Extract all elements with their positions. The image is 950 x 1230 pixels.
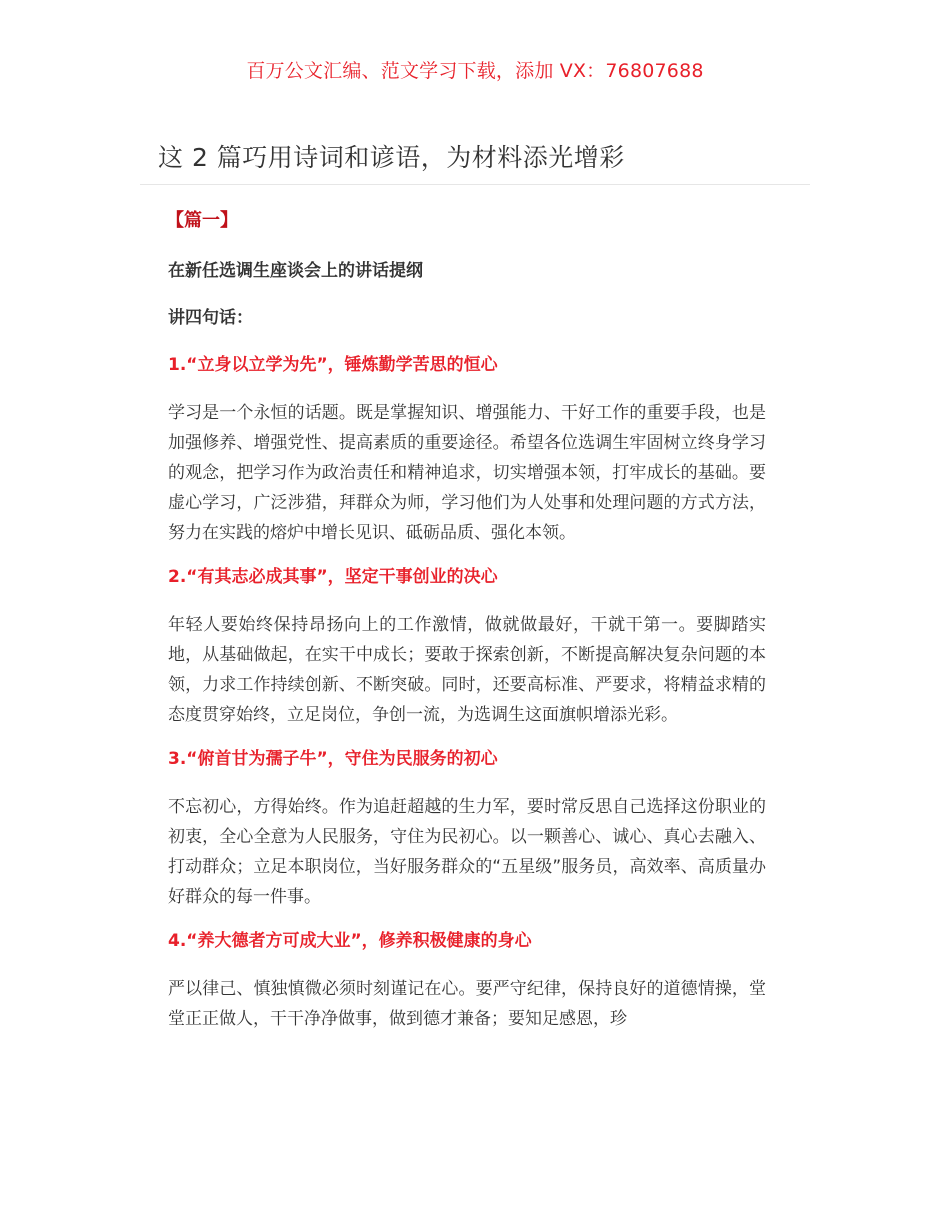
title-divider — [140, 184, 810, 185]
section-paragraph: 学习是一个永恒的话题。既是掌握知识、增强能力、干好工作的重要手段，也是加强修养、增强党性、提高素质的重要途径。希望各位选调生牢固树立终身学习的观念，把学习作为政治责任和精神追求，切实增强本领，打牢成长的基础。要虚心学习，广泛涉猎，拜群众为师，学习他们为人处事和处理问题的方式方法，努力在实践的熔炉中增长见识、砥砺品质、强化本领。 — [168, 403, 766, 543]
section-paragraph: 严以律己、慎独慎微必须时刻谨记在心。要严守纪律，保持良好的道德情操，堂堂正正做人，干干净净做事，做到德才兼备；要知足感恩，珍 — [168, 979, 766, 1029]
section-heading: 1.“立身以立学为先”，锤炼勤学苦思的恒心 — [168, 355, 498, 375]
speech-subtitle: 在新任选调生座谈会上的讲话提纲 — [168, 261, 423, 281]
section-heading: 4.“养大德者方可成大业”，修养积极健康的身心 — [168, 931, 532, 951]
promo-banner: 百万公文汇编、范文学习下载，添加 VX：76807688 — [246, 60, 704, 82]
section-paragraph: 年轻人要始终保持昂扬向上的工作激情，做就做最好，干就干第一。要脚踏实地，从基础做起，在实干中成长；要敢于探索创新，不断提高解决复杂问题的本领，力求工作持续创新、不断突破。同时，还要高标准、严要求，将精益求精的态度贯穿始终，立足岗位，争创一流，为选调生这面旗帜增添光彩。 — [168, 615, 766, 725]
speech-intro: 讲四句话： — [168, 308, 253, 328]
section-heading: 2.“有其志必成其事”，坚定干事创业的决心 — [168, 567, 498, 587]
part-label: 【篇一】 — [166, 210, 238, 231]
section-paragraph: 不忘初心，方得始终。作为追赶超越的生力军，要时常反思自己选择这份职业的初衷，全心全意为人民服务，守住为民初心。以一颗善心、诚心、真心去融入、打动群众；立足本职岗位，当好服务群众的“五星级”服务员，高效率、高质量办好群众的每一件事。 — [168, 797, 766, 907]
article-title: 这 2 篇巧用诗词和谚语，为材料添光增彩 — [158, 143, 625, 172]
article-body — [168, 208, 766, 1050]
section-heading: 3.“俯首甘为孺子牛”，守住为民服务的初心 — [168, 749, 498, 769]
